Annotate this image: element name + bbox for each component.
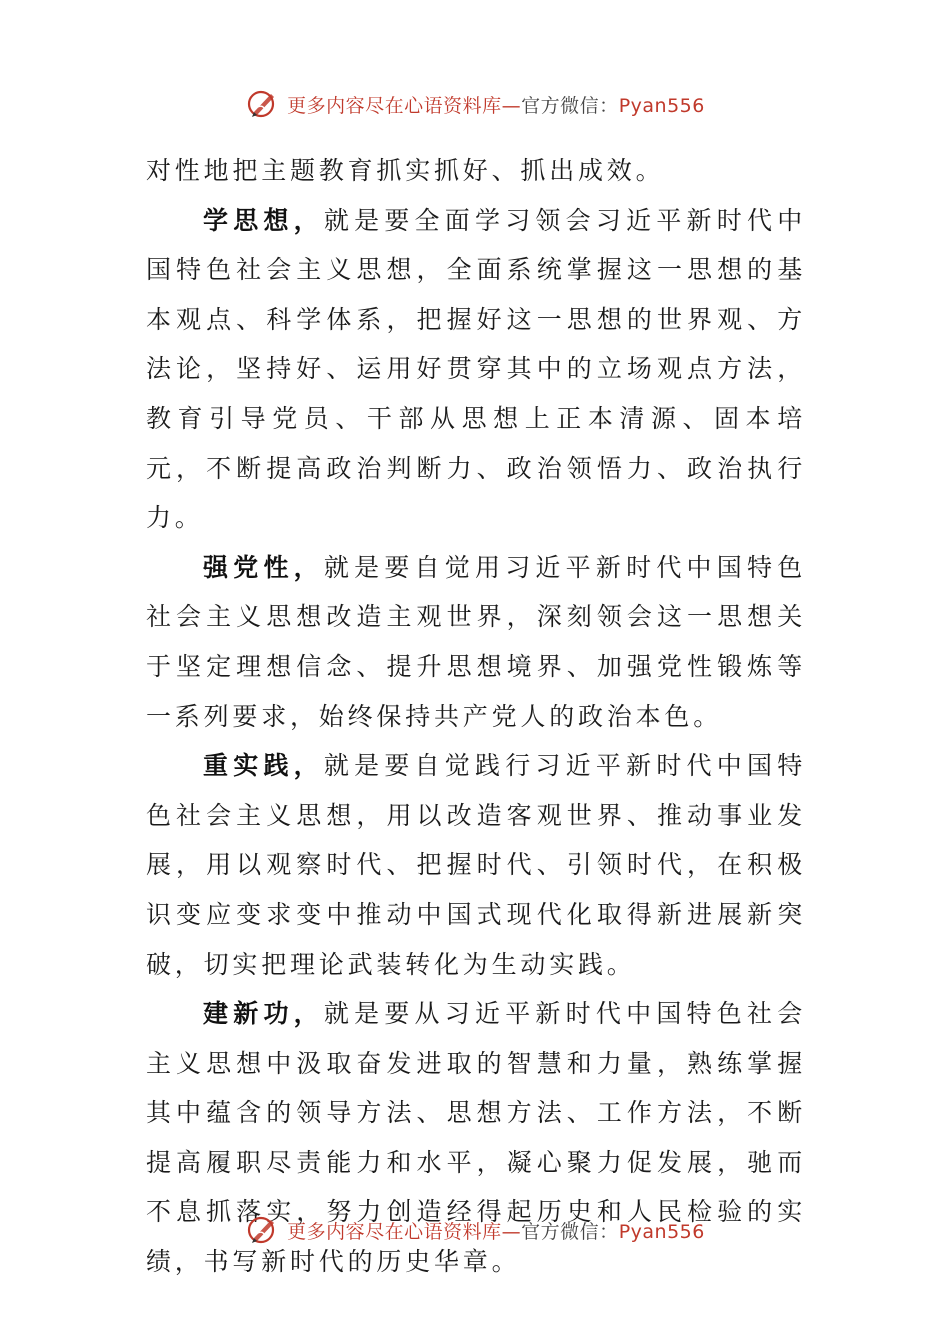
footer-watermark-banner bbox=[0, 1210, 950, 1250]
paragraph-body: 对性地把主题教育抓实抓好、抓出成效。 bbox=[146, 156, 665, 185]
paragraph-practice bbox=[146, 741, 806, 989]
banner-wechat-id: Pyan556 bbox=[618, 1220, 705, 1243]
paragraph-body: 就是要自觉践行习近平新时代中国特色社会主义思想，用以改造客观世界、推动事业发展，用以观察时代、把握时代、引领时代，在积极识变应变求变中推动中国式现代化取得新进展新突破，切实把理论武装转化为生动实践。 bbox=[146, 751, 806, 979]
banner-slogan: 更多内容尽在心语资料库— bbox=[287, 94, 522, 117]
pen-logo-icon bbox=[245, 1212, 281, 1248]
paragraph-party-spirit bbox=[146, 543, 806, 741]
banner-slogan: 更多内容尽在心语资料库— bbox=[287, 1220, 522, 1243]
paragraph-lead: 建新功， bbox=[203, 999, 324, 1029]
paragraph-body: 就是要全面学习领会习近平新时代中国特色社会主义思想，全面系统掌握这一思想的基本观点、科学体系，把握好这一思想的世界观、方法论，坚持好、运用好贯穿其中的立场观点方法，教育引导党员、干部从思想上正本清源、固本培元，不断提高政治判断力、政治领悟力、政治执行力。 bbox=[146, 205, 806, 533]
document-body bbox=[146, 146, 806, 1287]
paragraph-lead: 重实践， bbox=[203, 751, 324, 781]
paragraph-lead: 强党性， bbox=[203, 552, 324, 582]
banner-text bbox=[287, 91, 705, 118]
paragraph-study-thought bbox=[146, 196, 806, 543]
banner-wechat-label: 官方微信： bbox=[521, 94, 619, 117]
header-watermark-banner bbox=[0, 84, 950, 124]
banner-wechat-label: 官方微信： bbox=[521, 1220, 619, 1243]
banner-text bbox=[287, 1217, 705, 1244]
banner-wechat-id: Pyan556 bbox=[618, 94, 705, 117]
paragraph-continuation bbox=[146, 146, 806, 196]
paragraph-body: 就是要从习近平新时代中国特色社会主义思想中汲取奋发进取的智慧和力量，熟练掌握其中蕴含的领导方法、思想方法、工作方法，不断提高履职尽责能力和水平，凝心聚力促发展，驰而不息抓落实，努力创造经得起历史和人民检验的实绩，书写新时代的历史华章。 bbox=[146, 999, 806, 1277]
paragraph-lead: 学思想， bbox=[203, 205, 324, 235]
paragraph-body: 就是要自觉用习近平新时代中国特色社会主义思想改造主观世界，深刻领会这一思想关于坚定理想信念、提升思想境界、加强党性锻炼等一系列要求，始终保持共产党人的政治本色。 bbox=[146, 552, 806, 731]
pen-logo-icon bbox=[245, 86, 281, 122]
